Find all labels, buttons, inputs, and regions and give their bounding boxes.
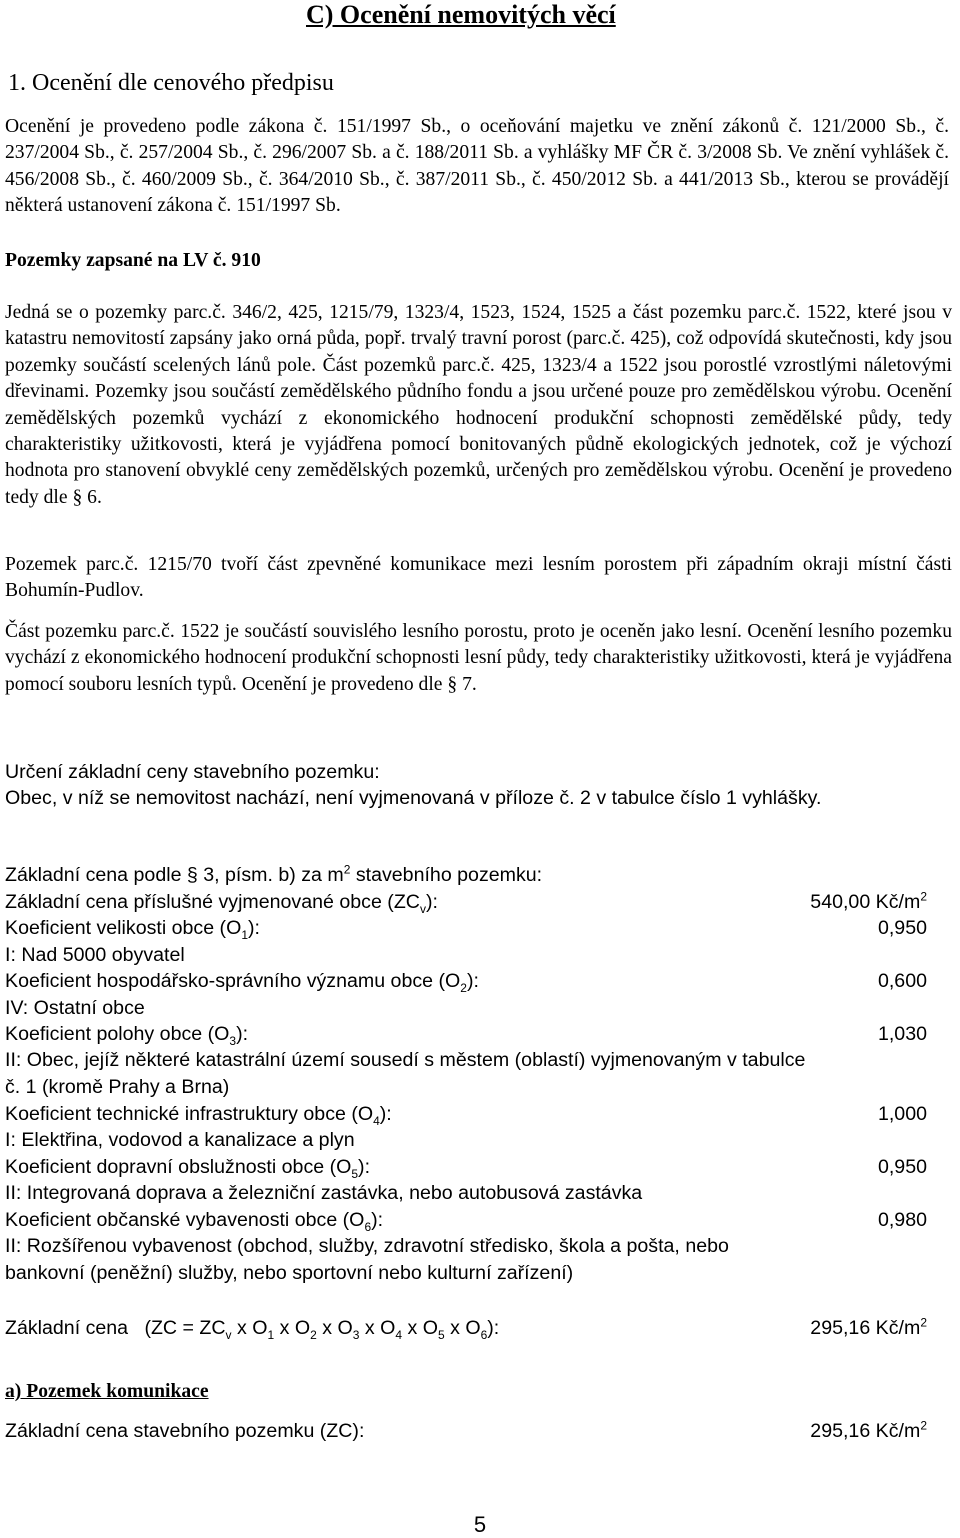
zc-row: [5, 889, 927, 915]
base-price-heading: Určení základní ceny stavebního pozemku:: [5, 761, 380, 783]
o1-value: 0,950: [877, 917, 927, 939]
o5-note: II: Integrovaná doprava a železniční zastávka, nebo autobusová zastávka: [5, 1182, 643, 1204]
o3-note-line1: II: Obec, jejíž některé katastrální území sousedí s městem (oblastí) vyjmenovaným v tabulce: [5, 1049, 806, 1071]
o2-value: 0,600: [877, 970, 927, 992]
road-parcel-paragraph: Pozemek parc.č. 1215/70 tvoří část zpevněné komunikace mezi lesním porostem při západním okraji místní části Bohumín-Pudlov.: [5, 554, 952, 602]
o2-note: IV: Ostatní obce: [5, 997, 145, 1019]
o2-row: [5, 968, 927, 994]
o3-label: Koeficient polohy obce $(O_3)$:: [5, 1023, 249, 1048]
o5-value: 0,950: [877, 1156, 927, 1178]
o6-row: [5, 1207, 927, 1233]
municipality-note: Obec, v níž se nemovitost nachází, není vyjmenovaná v příloze č. 2 v tabulce číslo 1 vyhlášky.: [5, 787, 822, 809]
lv-heading: Pozemky zapsané na LV č. 910: [5, 250, 261, 271]
o4-row: [5, 1101, 927, 1127]
o1-label: Koeficient velikosti obce $(O_1)$:: [5, 917, 260, 942]
o6-label: Koeficient občanské vybavenosti obce $(O_6)$:: [5, 1209, 384, 1234]
building-land-price-row: [5, 1418, 927, 1444]
o1-note: I: Nad 5000 obyvatel: [5, 944, 185, 966]
base-price-basis: Základní cena podle § 3, písm. b) za $m^2$ stavebního pozemku:: [5, 862, 543, 886]
o3-note-line2: č. 1 (kromě Prahy a Brna): [5, 1076, 230, 1098]
zc-value: 540,00 $Kč/m^2$: [810, 889, 927, 913]
o3-row: [5, 1021, 927, 1047]
zc-label: Základní cena příslušné vyjmenované obce $(ZC_v)$:: [5, 891, 438, 916]
base-price-formula-row: [5, 1315, 927, 1341]
land-description-paragraph: Jedná se o pozemky parc.č. 346/2, 425, 1215/79, 1323/4, 1523, 1524, 1525 a část pozemku parc.č. 1522, které jsou v katastru nemovitostí zapsány jako orná půda, popř. trvalý travní porost (parc.č. 425), což odpovídá skutečnosti, kdy jsou pozemky součástí scelených lánů pole. Část pozemků parc.č. 425, 1323/4 a 1522 jsou porostlé vzrostlými náletovými dřevinami. Pozemky jsou součástí zemědělského půdního fondu a jsou určené pouze pro zemědělskou výrobu. Ocenění zemědělských pozemků vychází z ekonomického hodnocení produkční schopnosti zemědělské půdy, tedy charakteristiky užitkovosti, která je vyjádřena pomocí bonitovaných půdně ekologických jednotek, což je výchozí hodnota pro stanovení obvyklé ceny zemědělských pozemků, určených pro zemědělskou výrobu. Ocenění je provedeno tedy dle § 6.: [5, 302, 952, 508]
o1-row: [5, 915, 927, 941]
o4-value: 1,000: [877, 1103, 927, 1125]
subsection-road-heading: a) Pozemek komunikace: [5, 1381, 209, 1402]
o4-note: I: Elektřina, vodovod a kanalizace a plyn: [5, 1129, 355, 1151]
o2-label: Koeficient hospodářsko-správního významu obce $(O_2)$:: [5, 970, 479, 995]
formula-value: 295,16 $Kč/m^2$: [810, 1315, 927, 1339]
page-number: 5: [473, 1512, 487, 1537]
o5-row: [5, 1154, 927, 1180]
o6-value: 0,980: [877, 1209, 927, 1231]
building-land-price-label: Základní cena stavebního pozemku (ZC):: [5, 1420, 365, 1442]
o6-note-line2: bankovní (peněžní) služby, nebo sportovní nebo kulturní zařízení): [5, 1262, 574, 1284]
o4-label: Koeficient technické infrastruktury obce $(O_4)$:: [5, 1103, 392, 1128]
section-heading: 1. Ocenění dle cenového předpisu: [8, 70, 334, 96]
building-land-price-value: 295,16 $Kč/m^2$: [810, 1418, 927, 1442]
intro-paragraph: Ocenění je provedeno podle zákona č. 151/1997 Sb., o oceňování majetku ve znění zákonů č. 121/2000 Sb., č. 237/2004 Sb., č. 257/2004 Sb., č. 296/2007 Sb. a č. 188/2011 Sb. a vyhlášky MF ČR č. 3/2008 Sb. Ve znění vyhlášek č. 456/2008 Sb., č. 460/2009 Sb., č. 364/2010 Sb., č. 387/2011 Sb., č. 450/2012 Sb. a 441/2013 Sb., kterou se provádějí některá ustanovení zákona č. 151/1997 Sb.: [5, 116, 949, 217]
o3-value: 1,030: [877, 1023, 927, 1045]
o5-label: Koeficient dopravní obslužnosti obce $(O_5)$:: [5, 1156, 371, 1181]
forest-parcel-paragraph: Část pozemku parc.č. 1522 je součástí souvislého lesního porostu, proto je oceněn jako lesní. Ocenění lesního pozemku vychází z ekonomického hodnocení produkční schopnosti lesní půdy, tedy charakteristiky užitkovosti, která je vyjádřena pomocí souboru lesních typů. Ocenění je provedeno dle § 7.: [5, 621, 952, 695]
page-title: C) Ocenění nemovitých věcí: [306, 0, 616, 29]
formula: Základní cena ($ZC = ZC_v$ x $O_1$ x $O_2$ x $O_3$ x $O_4$ x $O_5$ x $O_6$):: [5, 1317, 500, 1342]
o6-note-line1: II: Rozšířenou vybavenost (obchod, služby, zdravotní středisko, škola a pošta, nebo: [5, 1235, 729, 1257]
